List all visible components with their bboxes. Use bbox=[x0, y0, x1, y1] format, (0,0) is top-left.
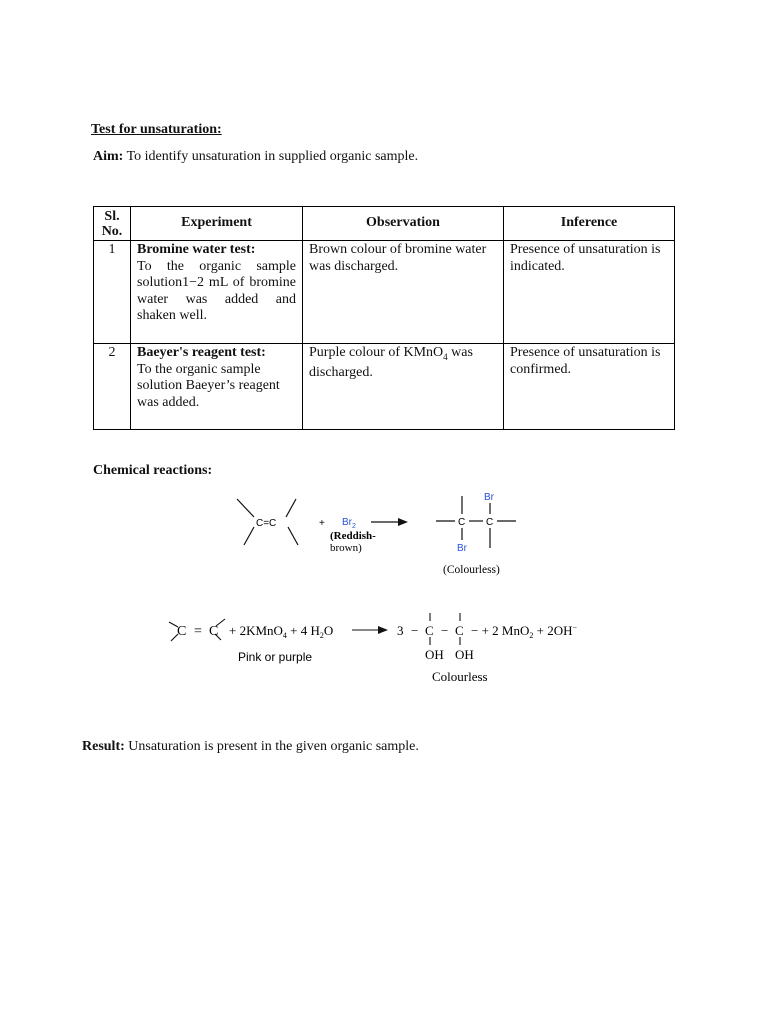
header-inference: Inference bbox=[504, 207, 675, 241]
reaction-1 bbox=[237, 496, 516, 548]
row-inference: Presence of unsaturation is indicated. bbox=[504, 241, 675, 344]
row-sl-no: 1 bbox=[94, 241, 131, 344]
reactant-reagents: + 2KMnO$_4$ + 4 $H_2O$ bbox=[229, 623, 334, 640]
observation-post: was discharged. bbox=[309, 345, 473, 381]
hydroxyl-group: OH bbox=[425, 647, 444, 662]
product-bromine-top: Br bbox=[484, 492, 494, 503]
aim-label: Aim: bbox=[93, 149, 124, 164]
observation-pre: Purple colour of KMnO bbox=[309, 345, 444, 360]
experiment-title: Bromine water test: bbox=[137, 242, 256, 257]
alkene-bond bbox=[244, 527, 254, 545]
alkene-bond bbox=[288, 527, 298, 545]
header-experiment: Experiment bbox=[131, 207, 303, 241]
plus-sign: + bbox=[319, 518, 325, 529]
product-bromine-bottom: Br bbox=[457, 543, 467, 554]
reagent-note: (Reddish- bbox=[330, 530, 376, 542]
reactant-carbon: C bbox=[177, 624, 187, 639]
arrow-head bbox=[398, 518, 408, 526]
reactant-note: Pink or purple bbox=[238, 650, 313, 664]
experiment-body: To the organic sample solution1−2 mL of bromine water was added and shaken well. bbox=[137, 258, 296, 323]
observation-sub: 4 bbox=[443, 351, 448, 362]
hydroxyl-group: OH bbox=[455, 647, 474, 662]
reactant-carbon: C bbox=[209, 624, 219, 639]
result-text: Unsaturation is present in the given organic sample. bbox=[124, 739, 419, 754]
bond-dash: − bbox=[411, 623, 419, 638]
row-observation: Brown colour of bromine water was discharged. bbox=[303, 241, 504, 344]
aim-text: To identify unsaturation in supplied organic sample. bbox=[123, 149, 419, 164]
product-carbon: C bbox=[486, 517, 494, 528]
experiment-title: Baeyer's reagent test: bbox=[137, 345, 266, 360]
alkene-label: C=C bbox=[256, 518, 277, 529]
product-carbon: C bbox=[458, 517, 466, 528]
result-label: Result: bbox=[82, 739, 125, 754]
row-sl-no: 2 bbox=[94, 344, 131, 430]
alkene-bond bbox=[286, 499, 296, 517]
row-inference: Presence of unsaturation is confirmed. bbox=[504, 344, 675, 430]
header-observation: Observation bbox=[303, 207, 504, 241]
product-coefficient: 3 bbox=[397, 623, 404, 638]
bond-dash: − bbox=[441, 623, 449, 638]
product-carbon: C bbox=[425, 623, 434, 638]
product-byproducts: − + 2 MnO$_2$ + 2OH− bbox=[471, 623, 577, 640]
product-note: Colourless bbox=[432, 669, 488, 684]
header-sl-no: Sl. No. bbox=[94, 207, 131, 241]
section-heading: Test for unsaturation: bbox=[91, 122, 222, 137]
double-bond: = bbox=[194, 624, 202, 639]
reagent-note: brown) bbox=[330, 542, 362, 554]
chemical-reactions-heading: Chemical reactions: bbox=[93, 463, 213, 478]
arrow-head bbox=[378, 626, 388, 634]
product-note: (Colourless) bbox=[443, 564, 500, 576]
bromine-reagent: $Br_2$ bbox=[342, 517, 356, 530]
result-line bbox=[82, 739, 419, 755]
experiment-body: To the organic sample solution Baeyer’s reagent was added. bbox=[137, 361, 280, 410]
product-carbon: C bbox=[455, 623, 464, 638]
alkene-bond bbox=[237, 499, 254, 517]
